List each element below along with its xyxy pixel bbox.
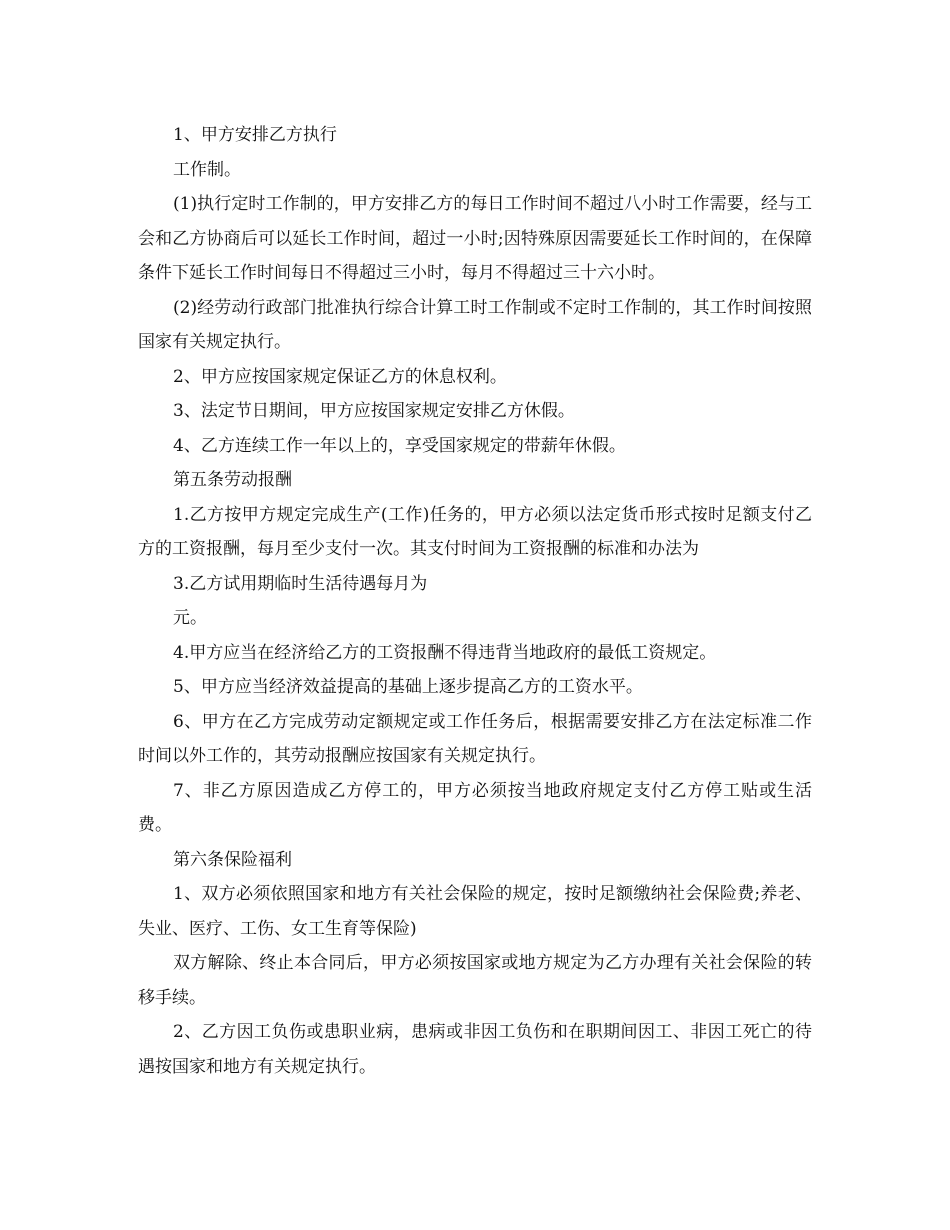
paragraph: 3、法定节日期间，甲方应按国家规定安排乙方休假。 xyxy=(173,401,575,421)
paragraph: 6、甲方在乙方完成劳动定额规定或工作任务后，根据需要安排乙方在法定标准二作时间以外工作的，其劳动报酬应按国家有关规定执行。 xyxy=(138,711,812,766)
paragraph: 5、甲方应当经济效益提高的基础上逐步提高乙方的工资水平。 xyxy=(173,677,643,697)
document-body xyxy=(138,118,812,1084)
paragraph: (2)经劳动行政部门批准执行综合计算工时工作制或不定时工作制的，其工作时间按照国家有关规定执行。 xyxy=(138,297,812,352)
paragraph: 双方解除、终止本合同后，甲方必须按国家或地方规定为乙方办理有关社会保险的转移手续。 xyxy=(138,953,812,1008)
paragraph: 1.乙方按甲方规定完成生产(工作)任务的，甲方必须以法定货币形式按时足额支付乙方的工资报酬，每月至少支付一次。其支付时间为工资报酬的标准和办法为 xyxy=(138,504,812,559)
paragraph: 7、非乙方原因造成乙方停工的，甲方必须按当地政府规定支付乙方停工贴或生活费。 xyxy=(138,780,812,835)
paragraph: 3.乙方试用期临时生活待遇每月为 xyxy=(173,573,428,594)
paragraph: 工作制。 xyxy=(173,159,241,180)
paragraph: 元。 xyxy=(173,608,207,628)
paragraph: 1、双方必须依照国家和地方有关社会保险的规定，按时足额缴纳社会保险费;养老、失业、医疗、工伤、女工生育等保险) xyxy=(138,884,812,939)
paragraph: 2、乙方因工负伤或患职业病，患病或非因工负伤和在职期间因工、非因工死亡的待遇按国家和地方有关规定执行。 xyxy=(138,1022,812,1077)
paragraph: (1)执行定时工作制的，甲方安排乙方的每日工作时间不超过八小时工作需要，经与工会和乙方协商后可以延长工作时间，超过一小时;因特殊原因需要延长工作时间的，在保障条件下延长工作时间每日不得超过三小时，每月不得超过三十六小时。 xyxy=(138,194,812,283)
paragraph: 1、甲方安排乙方执行 xyxy=(173,125,337,145)
paragraph: 4、乙方连续工作一年以上的，享受国家规定的带薪年休假。 xyxy=(173,435,626,456)
paragraph: 第六条保险福利 xyxy=(173,849,292,870)
paragraph: 2、甲方应按国家规定保证乙方的休息权利。 xyxy=(173,366,507,387)
paragraph: 4.甲方应当在经济给乙方的工资报酬不得违背当地政府的最低工资规定。 xyxy=(173,642,717,663)
paragraph: 第五条劳动报酬 xyxy=(173,470,292,490)
